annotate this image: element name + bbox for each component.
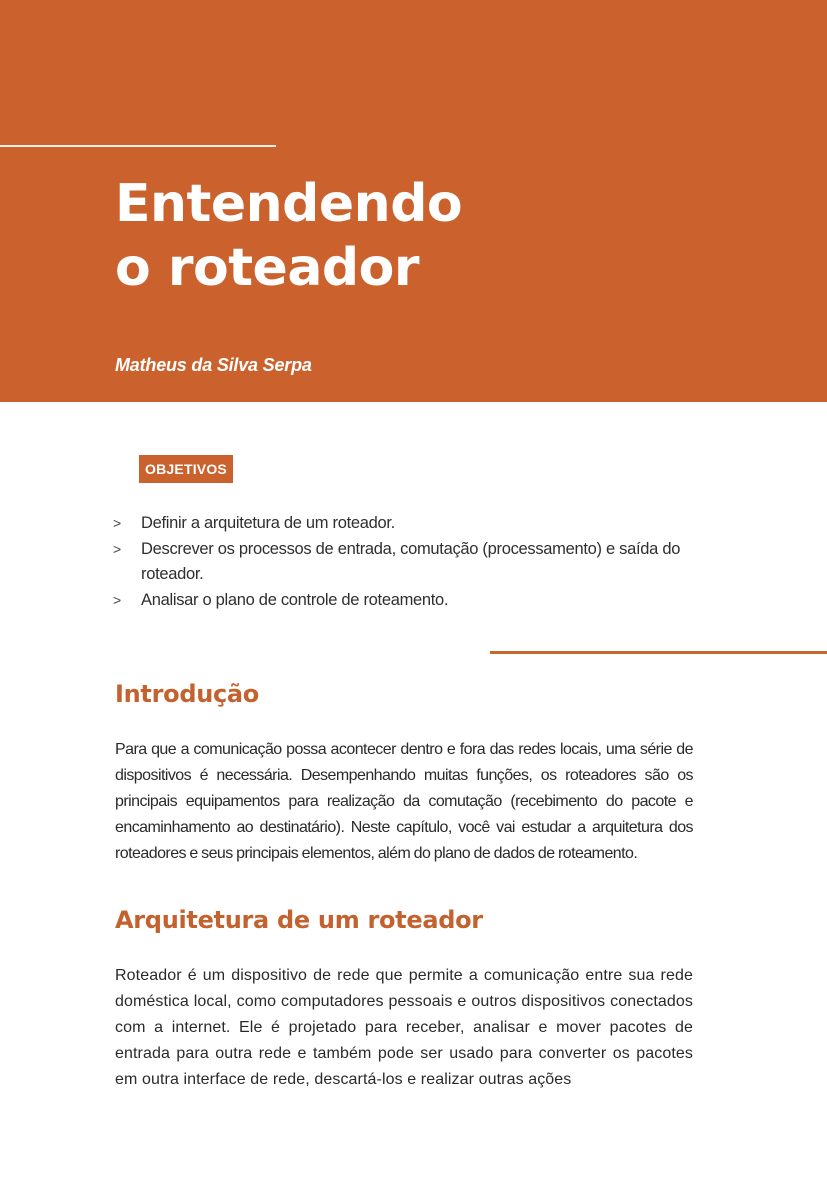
chapter-title	[115, 172, 462, 300]
objective-text: Analisar o plano de controle de roteamento.	[141, 590, 449, 609]
section-heading-arquitetura: Arquitetura de um roteador	[115, 906, 483, 934]
section-divider	[490, 651, 827, 654]
objectives-badge: OBJETIVOS	[139, 455, 233, 483]
objective-item	[113, 511, 703, 537]
objective-text: Definir a arquitetura de um roteador.	[141, 514, 395, 532]
section-heading-introducao: Introdução	[115, 680, 259, 708]
objective-text: Descrever os processos de entrada, comutação (processamento) e saída do roteador.	[141, 539, 681, 583]
chapter-header	[0, 0, 827, 402]
chevron-right-icon: >	[113, 540, 121, 557]
chapter-title-line-2: o roteador	[115, 238, 420, 298]
section-body-introducao: Para que a comunicação possa acontecer dentro e fora das redes locais, uma série de dispositivos é necessária. Desempenhando muitas funções, os roteadores são os principais equipamentos para realização da comutação (recebimento do pacote e encaminhamento ao destinatário). Neste capítulo, você vai estudar a arquitetura dos roteadores e seus principais elementos, além do plano de dados de roteamento.	[115, 741, 693, 862]
objective-item	[113, 588, 703, 614]
chapter-title-line-1: Entendendo	[115, 174, 463, 234]
chevron-right-icon: >	[113, 591, 121, 608]
chevron-right-icon: >	[113, 515, 121, 531]
header-divider	[0, 145, 276, 147]
section-body-arquitetura: Roteador é um dispositivo de rede que permite a comunicação entre sua rede doméstica local, como computadores pessoais e outros dispositivos conectados com a internet. Ele é projetado para receber, analisar e mover pacotes de entrada para outra rede e também pode ser usado para converter os pacotes em outra interface de rede, descartá-los e realizar outras ações	[115, 967, 693, 1088]
objective-item	[113, 537, 703, 588]
objectives-list	[113, 511, 703, 613]
author-name: Matheus da Silva Serpa	[115, 355, 312, 375]
